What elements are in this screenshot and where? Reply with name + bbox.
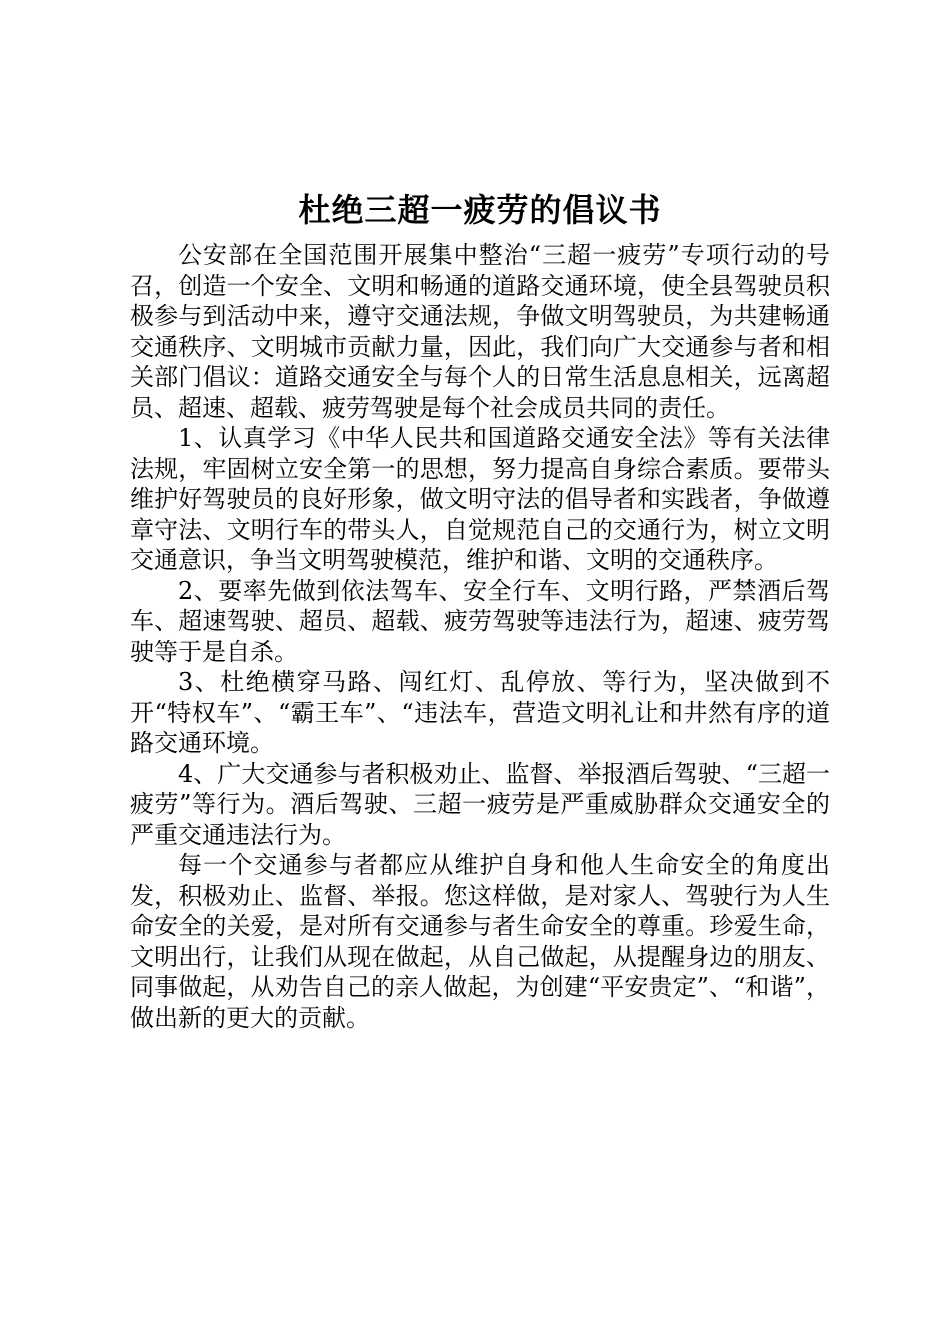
document-page — [130, 180, 830, 1033]
document-title: 杜绝三超一疲劳的倡议书 — [298, 191, 662, 229]
paragraph-closing: 每一个交通参与者都应从维护自身和他人生命安全的角度出发，积极劝止、监督、举报。您这样做，是对家人、驾驶行为人生命安全的关爱，是对所有交通参与者生命安全的尊重。珍爱生命，文明出行，让我们从现在做起，从自己做起，从提醒身边的朋友、同事做起，从劝告自己的亲人做起，为创建“平安贵定”、“和谐”，做出新的更大的贡献。 — [130, 851, 830, 1032]
paragraph-item-3: 3、杜绝横穿马路、闯红灯、乱停放、等行为，坚决做到不开“特权车”、“霸王车”、“违法车，营造文明礼让和井然有序的道路交通环境。 — [130, 668, 830, 757]
paragraph-item-4: 4、广大交通参与者积极劝止、监督、举报酒后驾驶、“三超一疲劳”等行为。酒后驾驶、三超一疲劳是严重威胁群众交通安全的严重交通违法行为。 — [130, 759, 830, 849]
paragraph-item-2: 2、要率先做到依法驾车、安全行车、文明行路，严禁酒后驾车、超速驾驶、超员、超载、疲劳驾驶等违法行为，超速、疲劳驾驶等于是自杀。 — [130, 576, 830, 666]
paragraph-intro: 公安部在全国范围开展集中整治“三超一疲劳”专项行动的号召，创造一个安全、文明和畅通的道路交通环境，使全县驾驶员积极参与到活动中来，遵守交通法规，争做文明驾驶员，为共建畅通交通秩序、文明城市贡献力量，因此，我们向广大交通参与者和相关部门倡议：道路交通安全与每个人的日常生活息息相关，远离超员、超速、超载、疲劳驾驶是每个社会成员共同的责任。 — [130, 241, 830, 422]
paragraph-item-1: 1、认真学习《中华人民共和国道路交通安全法》等有关法律法规，牢固树立安全第一的思想，努力提高自身综合素质。要带头维护好驾驶员的良好形象，做文明守法的倡导者和实践者，争做遵章守法、文明行车的带头人，自觉规范自己的交通行为，树立文明交通意识，争当文明驾驶模范，维护和谐、文明的交通秩序。 — [130, 424, 830, 574]
